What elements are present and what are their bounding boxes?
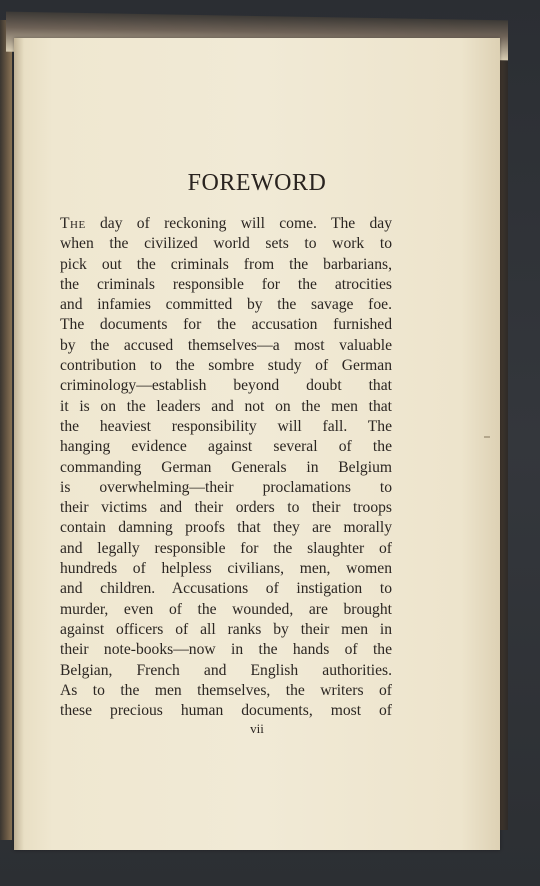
text-line: the heaviest responsibility will fall. The — [60, 417, 392, 435]
book-page — [14, 38, 500, 850]
page-number: vii — [250, 721, 264, 736]
text-line: contain damning proofs that they are morally — [60, 519, 392, 537]
text-line: by the accused themselves—a most valuable — [60, 336, 392, 354]
text-line — [60, 214, 392, 234]
text-line: criminology—establish beyond doubt that — [60, 377, 392, 395]
text-line: it is on the leaders and not on the men that — [60, 397, 392, 415]
page-heading: FOREWORD — [187, 170, 327, 196]
text-line: commanding German Generals in Belgium — [60, 458, 392, 476]
text-line: these precious human documents, most of — [60, 702, 392, 720]
text-line: pick out the criminals from the barbarians, — [60, 255, 392, 273]
book-cover-left-edge — [0, 20, 12, 840]
text-line: murder, even of the wounded, are brought — [60, 600, 392, 618]
text-line-content: day of reckoning will come. The day — [85, 215, 392, 232]
text-line: contribution to the sombre study of German — [60, 357, 392, 375]
text-line: the criminals responsible for the atrocities — [60, 275, 392, 293]
text-line: and legally responsible for the slaughter of — [60, 539, 392, 557]
text-line: hundreds of helpless civilians, men, women — [60, 560, 392, 578]
text-line: hanging evidence against several of the — [60, 438, 392, 456]
text-line: Belgian, French and English authorities. — [60, 661, 392, 679]
text-line: their note-books—now in the hands of the — [60, 641, 392, 659]
text-line: As to the men themselves, the writers of — [60, 681, 392, 699]
text-line: is overwhelming—their proclamations to — [60, 478, 392, 496]
text-line: and infamies committed by the savage foe. — [60, 296, 392, 314]
text-line: their victims and their orders to their troops — [60, 499, 392, 517]
text-line: The documents for the accusation furnished — [60, 316, 392, 334]
opening-word: The — [60, 215, 86, 232]
text-line: when the civilized world sets to work to — [60, 235, 392, 253]
page-edge-mark — [484, 436, 490, 438]
text-line: and children. Accusations of instigation to — [60, 580, 392, 598]
page-body-text — [60, 214, 392, 721]
text-line: against officers of all ranks by their men in — [60, 620, 392, 638]
